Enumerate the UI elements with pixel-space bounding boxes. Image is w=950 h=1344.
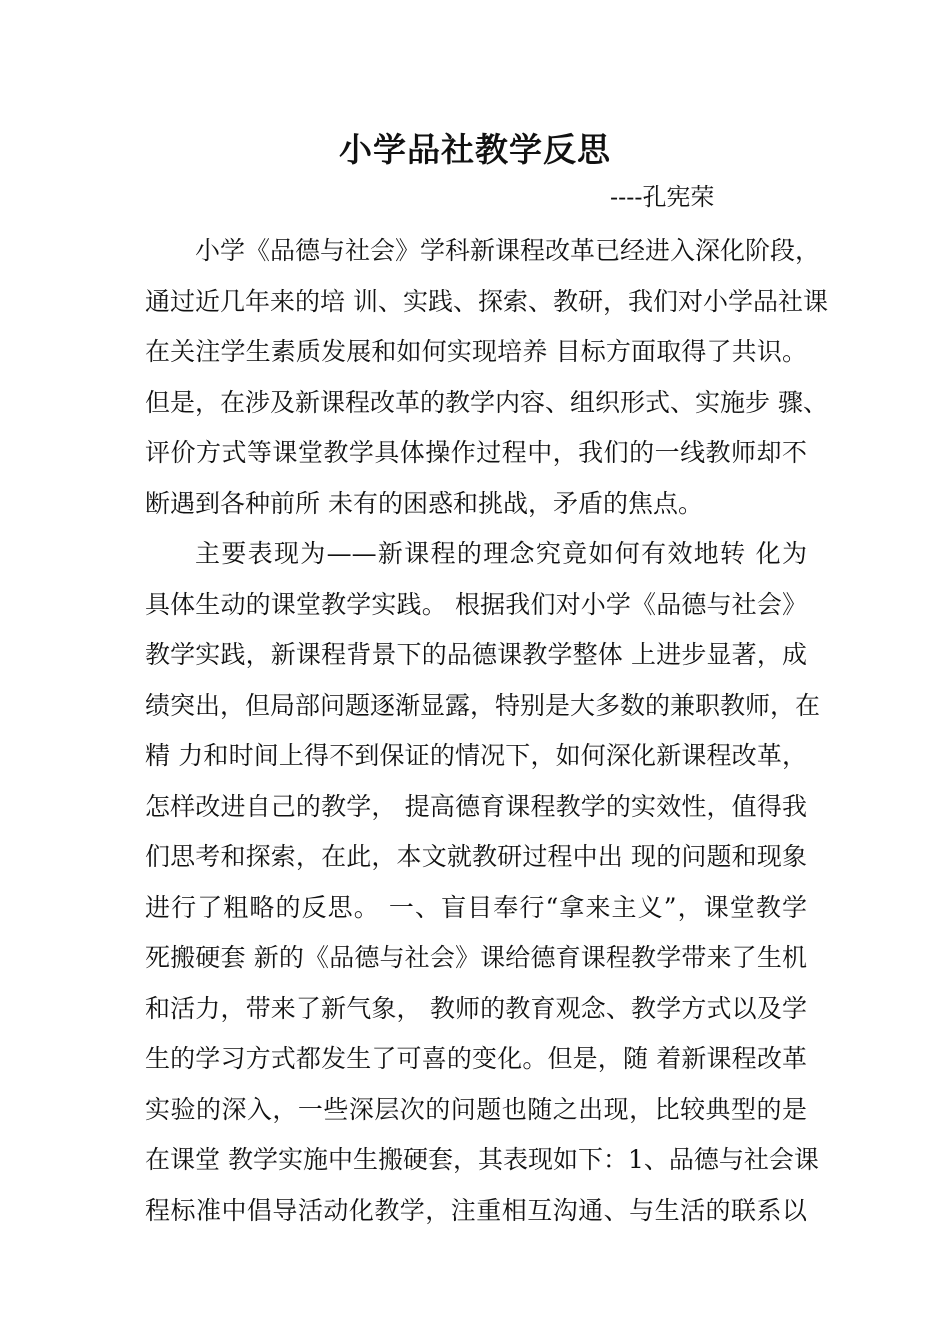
body-line: 断遇到各种前所 未有的困惑和挑战，矛盾的焦点。 [145,488,703,518]
body-line: 进行了粗略的反思。 一、盲目奉行“拿来主义”，课堂教学 [145,892,807,922]
body-line: 教学实践，新课程背景下的品德课教学整体 上进步显著，成 [145,640,807,669]
body-line: 在课堂 教学实施中生搬硬套，其表现如下：1、品德与社会课 [145,1145,819,1174]
body-line: 精 力和时间上得不到保证的情况下，如何深化新课程改革， [145,741,807,770]
body-line: 具体生动的课堂教学实践。 根据我们对小学《品德与社会》 [145,589,807,619]
body-line: 怎样改进自己的教学， 提高德育课程教学的实效性，值得我 [145,791,807,821]
body-line: 们思考和探索，在此，本文就教研过程中出 现的问题和现象 [145,842,807,871]
body-line: 主要表现为——新课程的理念究竟如何有效地转 化为 [195,539,807,568]
body-line: 实验的深入，一些深层次的问题也随之出现，比较典型的是 [145,1094,807,1124]
body-line: 小学《品德与社会》学科新课程改革已经进入深化阶段， [195,236,821,265]
body-line: 绩突出，但局部问题逐渐显露，特别是大多数的兼职教师，在 [145,690,821,720]
body-line: 通过近几年来的培 训、实践、探索、教研，我们对小学品社课 [145,286,828,316]
document-body [145,226,828,1236]
body-line: 但是，在涉及新课程改革的教学内容、组织形式、实施步 骤、 [145,387,828,417]
body-line: 在关注学生素质发展和如何实现培养 目标方面取得了共识。 [145,337,807,366]
body-line: 评价方式等课堂教学具体操作过程中，我们的一线教师却不 [145,438,807,467]
author-line: ----孔宪荣 [610,183,715,211]
body-line: 生的学习方式都发生了可喜的变化。但是，随 着新课程改革 [145,1044,807,1073]
body-line: 死搬硬套 新的《品德与社会》课给德育课程教学带来了生机 [145,943,807,972]
document-title: 小学品社教学反思 [339,130,611,169]
body-line: 和活力，带来了新气象， 教师的教育观念、教学方式以及学 [145,993,807,1023]
body-line: 程标准中倡导活动化教学，注重相互沟通、与生活的联系以 [145,1195,807,1225]
